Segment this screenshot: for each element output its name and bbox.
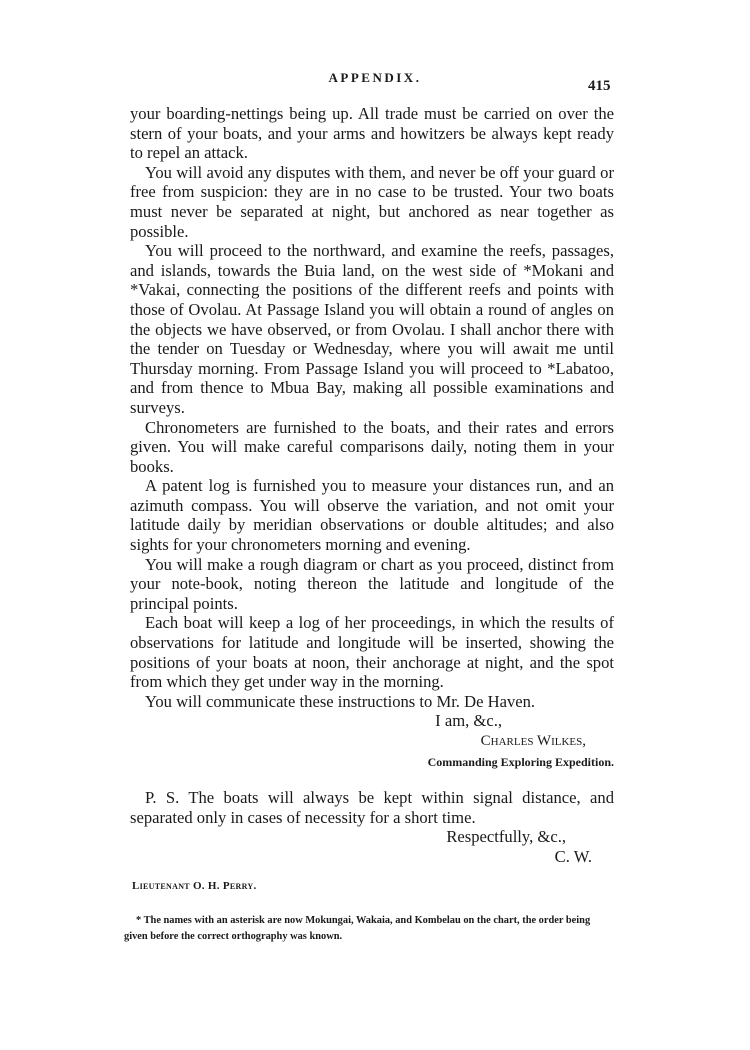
letter-closing: I am, &c., (435, 711, 502, 731)
page-number: 415 (588, 78, 611, 94)
running-head: APPENDIX. (328, 70, 422, 85)
paragraph: your boarding-nettings being up. All trade must be carried on over the stern of your boats, and your arms and howitzers be always kept ready to repel an attack. (130, 104, 614, 163)
signature-name: Charles Wilkes, (480, 733, 586, 749)
footnote (124, 913, 614, 945)
addressee: Lieutenant O. H. Perry. (132, 880, 257, 892)
postscript-block (130, 788, 614, 866)
postscript-initials: C. W. (554, 846, 592, 866)
postscript: P. S. The boats will always be kept within signal distance, and separated only in cases of necessity for a short time. (130, 788, 614, 827)
footnote-text: * The names with an asterisk are now Mokungai, Wakaia, and Kombelau on the chart, the order being given before the correct orthography was known. (124, 915, 591, 942)
paragraph: You will make a rough diagram or chart as you proceed, distinct from your note-book, noting thereon the latitude and longitude of the principal points. (130, 554, 614, 613)
postscript-closing: Respectfully, &c., (446, 827, 566, 847)
paragraph: You will communicate these instructions to Mr. De Haven. (145, 691, 536, 711)
paragraph: You will proceed to the northward, and examine the reefs, passages, and islands, towards the Buia land, on the west side of *Mokani and *Vakai, connecting the positions of the different reefs and points with those of Ovolau. At Passage Island you will obtain a round of angles on the objects we have observed, or from Ovolau. I shall anchor there with the tender on Tuesday or Wednesday, where you will await me until Thursday morning. From Passage Island you will proceed to *Labatoo, and from thence to Mbua Bay, making all possible examinations and surveys. (130, 241, 614, 417)
paragraph: A patent log is furnished you to measure your distances run, and an azimuth compass. You will observe the variation, and not omit your latitude daily by meridian observations or double altitudes; and also sights for your chronometers morning and evening. (130, 476, 614, 555)
paragraph: You will avoid any disputes with them, and never be off your guard or free from suspicion: they are in no case to be trusted. Your two boats must never be separated at night, but anchored as near together as possible. (130, 162, 614, 241)
paragraph: Chronometers are furnished to the boats, and their rates and errors given. You will make careful comparisons daily, noting them in your books. (130, 417, 614, 476)
main-text (130, 104, 614, 867)
paragraph: Each boat will keep a log of her proceedings, in which the results of observations for latitude and longitude will be inserted, showing the positions of your boats at noon, their anchorage at night, and the spot from which they get under way in the morning. (130, 613, 614, 692)
signature-title: Commanding Exploring Expedition. (427, 754, 614, 769)
